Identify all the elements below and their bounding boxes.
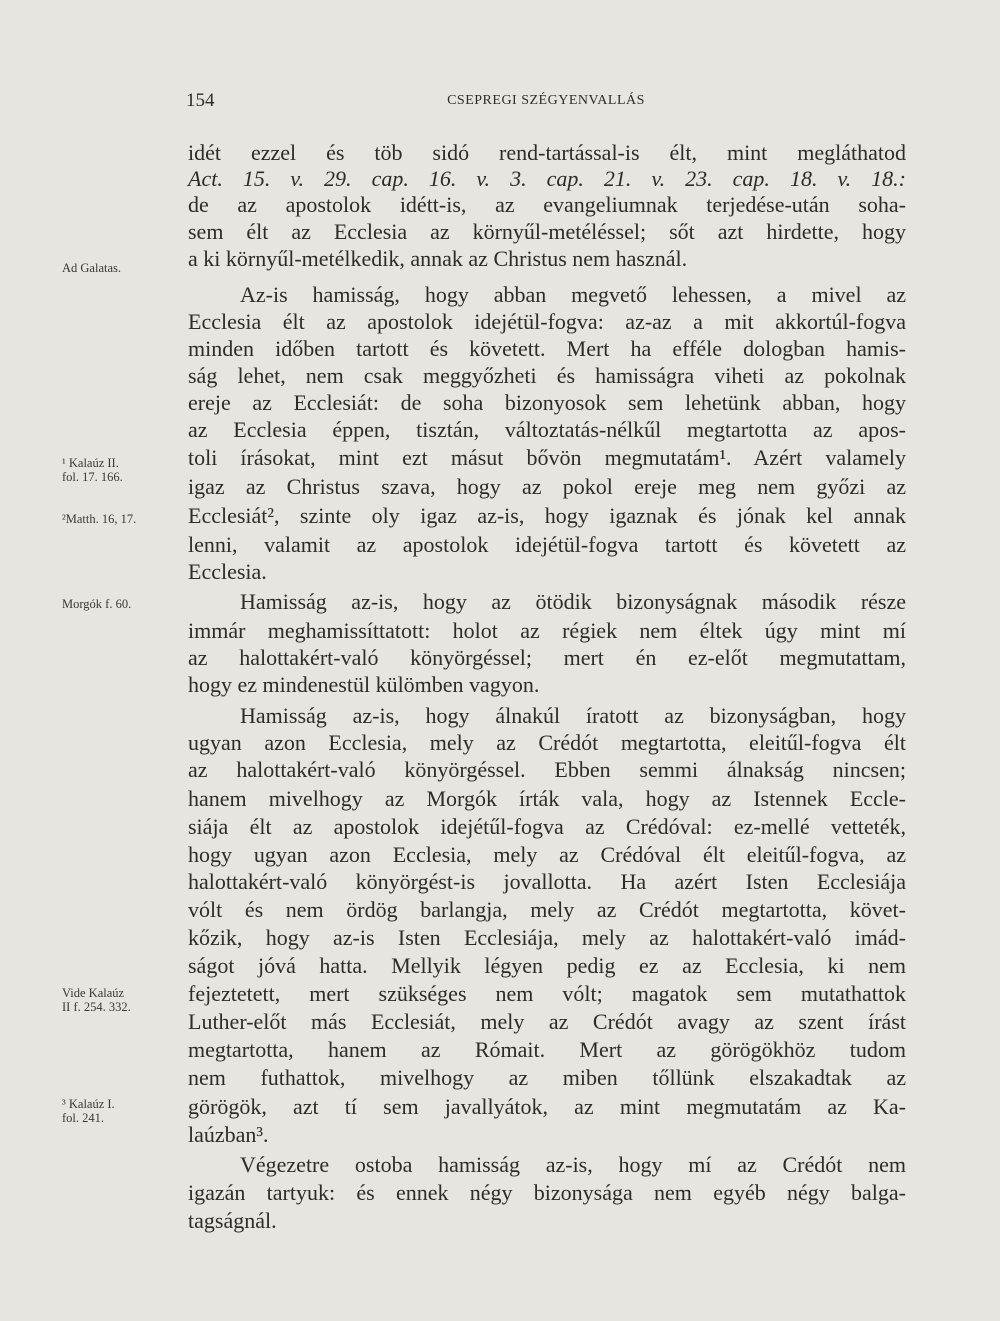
text-line: minden időben tartott és követett. Mert ha efféle dologban hamis- [188, 336, 906, 361]
text-line: igazán tartyuk: és ennek négy bizonysága nem egyéb négy balga- [188, 1180, 906, 1205]
text-line: laúzban³. [188, 1122, 269, 1147]
text-line: lenni, valamit az apostolok idejétül-fogva tartott és követett az [188, 532, 906, 557]
margin-note [62, 512, 184, 526]
text-line: görögök, azt tí sem javallyátok, az mint megmutatám az Ka- [188, 1094, 906, 1119]
text-line: Hamisság az-is, hogy álnakúl íratott az bizonyságban, hogy [240, 703, 906, 728]
margin-note-line: ¹ Kalaúz II. [62, 456, 119, 470]
text-line: a ki környűl-metélkedik, annak az Christus nem használ. [188, 246, 688, 271]
text-line: ság lehet, nem csak meggyőzheti és hamisságra viheti az pokolnak [188, 363, 906, 388]
text-line: siája élt az apostolok idejétűl-fogva az Crédóval: ez-mellé vetteték, [188, 814, 906, 839]
text-line: tagságnál. [188, 1208, 277, 1233]
margin-note-line: Morgók f. 60. [62, 597, 132, 611]
text-line: Ecclesiát², szinte oly igaz az-is, hogy igaznak és jónak kel annak [188, 503, 906, 528]
margin-note-line: ²Matth. 16, 17. [62, 512, 137, 526]
text-line: Az-is hamisság, hogy abban megvető lehessen, a mivel az [240, 282, 906, 307]
margin-note-line: II f. 254. 332. [62, 1000, 131, 1014]
text-line: hanem mivelhogy az Morgók írták vala, hogy az Istennek Eccle- [188, 786, 906, 811]
text-line: Ecclesia élt az apostolok idejétül-fogva: az-az a mit akkortúl-fogva [188, 309, 906, 334]
text-line: igaz az Christus szava, hogy az pokol ereje meg nem győzi az [188, 474, 906, 499]
margin-note-line: Vide Kalaúz [62, 986, 125, 1000]
text-line: Hamisság az-is, hogy az ötödik bizonyságnak második része [240, 589, 906, 614]
text-line: Végezetre ostoba hamisság az-is, hogy mí az Crédót nem [240, 1152, 906, 1177]
text-line: de az apostolok idétt-is, az evangeliumnak terjedése-után soha- [188, 192, 906, 217]
text-line: vólt és nem ördög barlangja, mely az Crédót megtartotta, követ- [188, 897, 906, 922]
margin-note [62, 456, 184, 484]
text-line: az Ecclesia éppen, tisztán, változtatás-nélkűl megtartotta az apos- [188, 417, 906, 442]
text-line: fejeztetett, mert szükséges nem vólt; magatok sem mutathattok [188, 981, 906, 1006]
margin-note-line: Ad Galatas. [62, 261, 122, 275]
margin-note [62, 261, 184, 275]
page-number: 154 [186, 90, 215, 111]
margin-note [62, 986, 184, 1014]
text-line: Luther-előt más Ecclesiát, mely az Crédót avagy az szent írást [188, 1009, 906, 1034]
text-line: ugyan azon Ecclesia, mely az Crédót megtartotta, eleitűl-fogva élt [188, 730, 906, 755]
text-line: kőzik, hogy az-is Isten Ecclesiája, mely az halottakért-való imád- [188, 925, 906, 950]
text-line: idét ezzel és töb sidó rend-tartással-is élt, mint megláthatod [188, 140, 906, 165]
margin-note [62, 597, 184, 611]
running-title: CSEPREGI SZÉGYENVALLÁS [447, 93, 645, 108]
text-line: toli írásokat, mint ezt másut bővön megmutatám¹. Azért valamely [188, 445, 906, 470]
margin-note [62, 1097, 184, 1125]
text-line: az halottakért-való könyörgéssel; mert én ez-előt megmutattam, [188, 645, 906, 670]
text-line: Act. 15. v. 29. cap. 16. v. 3. cap. 21. v. 23. cap. 18. v. 18.: [188, 166, 906, 191]
margin-note-line: ³ Kalaúz I. [62, 1097, 115, 1111]
text-line: halottakért-való könyörgést-is jovallotta. Ha azért Isten Ecclesiája [188, 869, 906, 894]
text-line: hogy ez mindenestül külömben vagyon. [188, 672, 540, 697]
margin-note-line: fol. 17. 166. [62, 470, 123, 484]
page-header [186, 90, 906, 114]
text-line: az halottakért-való könyörgéssel. Ebben semmi álnakság nincsen; [188, 757, 906, 782]
margin-note-line: fol. 241. [62, 1111, 105, 1125]
text-line: megtartotta, hanem az Rómait. Mert az görögökhöz tudom [188, 1037, 906, 1062]
text-line: immár meghamissíttatott: holot az régiek nem éltek úgy mint mí [188, 618, 906, 643]
text-line: ságot jóvá hatta. Mellyik légyen pedig ez az Ecclesia, ki nem [188, 953, 906, 978]
text-line: sem élt az Ecclesia az környűl-metéléssel; sőt azt hirdette, hogy [188, 219, 906, 244]
text-line: ereje az Ecclesiát: de soha bizonyosok sem lehetünk abban, hogy [188, 390, 906, 415]
text-line: Ecclesia. [188, 559, 267, 584]
text-line: nem futhattok, mivelhogy az miben tőllünk elszakadtak az [188, 1065, 906, 1090]
text-line: hogy ugyan azon Ecclesia, mely az Crédóval élt eleitűl-fogva, az [188, 842, 906, 867]
